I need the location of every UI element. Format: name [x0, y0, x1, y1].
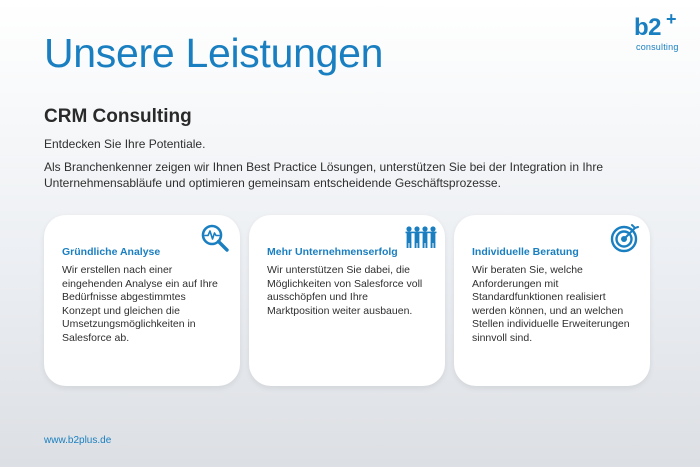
card-title: Mehr Unternehmenserfolg [267, 246, 398, 258]
target-icon [610, 223, 640, 253]
logo-subtitle: consulting [636, 42, 679, 52]
analysis-magnifier-icon [200, 223, 230, 253]
section-body: Als Branchenkenner zeigen wir Ihnen Best Practice Lösungen, unterstützen Sie bei der Integration in Ihre Unternehmensabläufe und optimieren gemeinsam entscheidende Geschäftsprozesse. [44, 160, 604, 190]
card-title: Individuelle Beratung [472, 246, 579, 258]
card-text: Wir unterstützen Sie dabei, die Möglichkeiten von Salesforce voll ausschöpfen und Ihre Marktposition weiter ausbauen. [267, 264, 423, 317]
card-title: Gründliche Analyse [62, 246, 161, 258]
website-link[interactable]: www.b2plus.de [44, 435, 112, 446]
section-intro: Entdecken Sie Ihre Potentiale. [44, 137, 206, 151]
team-people-icon [405, 223, 435, 253]
service-card-consulting [454, 215, 650, 386]
page-title: Unsere Leistungen [44, 30, 384, 76]
service-card-analysis [44, 215, 240, 386]
section-title: CRM Consulting [44, 106, 192, 127]
card-text: Wir erstellen nach einer eingehenden Analyse ein auf Ihre Bedürfnisse abgestimmtes Konzept und gleichen die Umsetzungsmöglichkeiten in Salesforce ab. [62, 264, 218, 344]
logo-wordmark: b2 [634, 14, 662, 41]
company-logo [626, 9, 686, 56]
service-card-success [249, 215, 445, 386]
card-text: Wir beraten Sie, welche Anforderungen mit Standardfunktionen realisiert werden können, und an welchen Stellen individuelle Erweiterungen sinnvoll sind. [472, 264, 630, 344]
logo-plus-mark: + [666, 9, 677, 29]
